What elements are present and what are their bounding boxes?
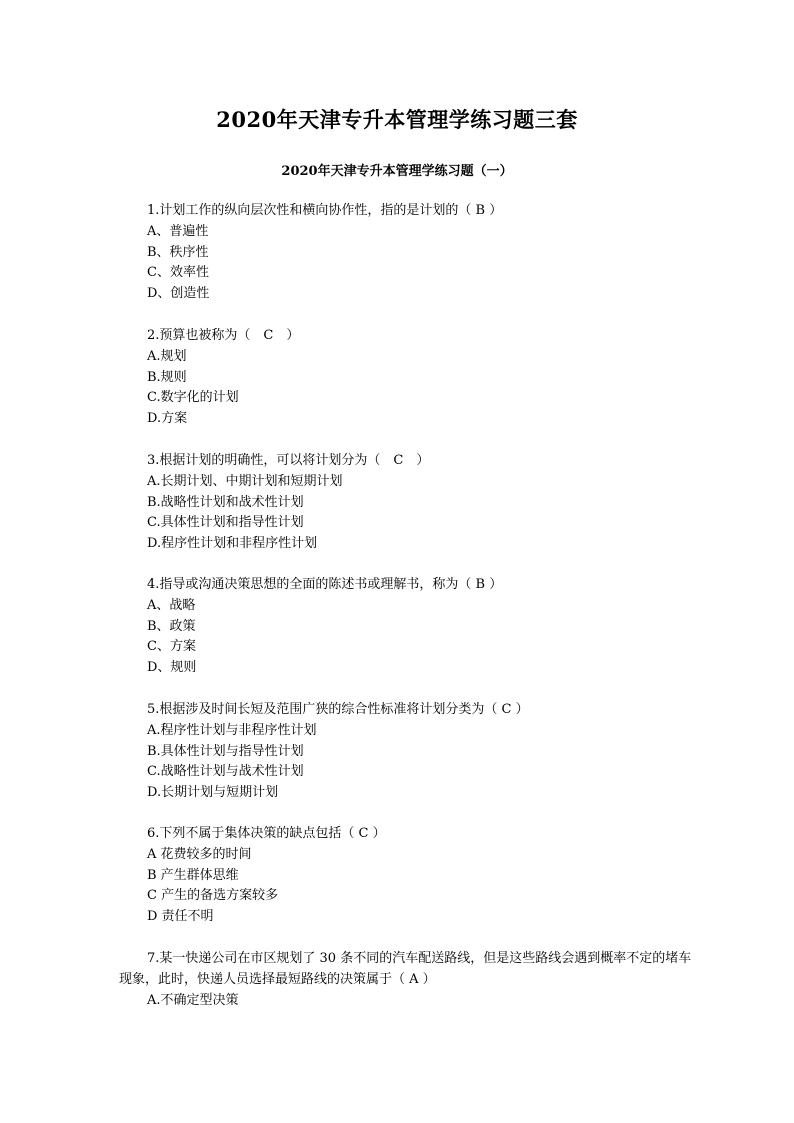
question-4 bbox=[147, 575, 707, 679]
question-1 bbox=[147, 201, 707, 305]
option-d: D.程序性计划和非程序性计划 bbox=[147, 536, 318, 552]
option-b: B.规则 bbox=[147, 369, 187, 385]
option-a: A.规划 bbox=[147, 348, 187, 364]
question-text: 5.根据涉及时间长短及范围广狭的综合性标准将计划分类为（ C ） bbox=[147, 702, 529, 717]
option-a: A 花费较多的时间 bbox=[147, 846, 252, 862]
option-c: C、方案 bbox=[147, 639, 196, 655]
option-a: A、普遍性 bbox=[147, 223, 209, 239]
question-6 bbox=[147, 824, 707, 928]
option-d: D 责任不明 bbox=[147, 909, 214, 925]
option-c: C 产生的备选方案较多 bbox=[147, 888, 279, 904]
question-text: 6.下列不属于集体决策的缺点包括（ C ） bbox=[147, 826, 386, 841]
option-b: B、政策 bbox=[147, 618, 196, 634]
option-a: A.不确定型决策 bbox=[147, 992, 239, 1008]
question-text: 1.计划工作的纵向层次性和横向协作性，指的是计划的（ B ） bbox=[147, 203, 503, 218]
option-a: A、战略 bbox=[147, 597, 196, 613]
option-d: D.长期计划与短期计划 bbox=[147, 785, 279, 801]
question-7 bbox=[119, 949, 699, 1011]
option-b: B.具体性计划与指导性计划 bbox=[147, 743, 304, 759]
option-a: A.长期计划、中期计划和短期计划 bbox=[147, 473, 343, 489]
question-5 bbox=[147, 700, 707, 804]
option-a: A.程序性计划与非程序性计划 bbox=[147, 722, 317, 738]
option-b: B.战略性计划和战术性计划 bbox=[147, 494, 304, 510]
question-2 bbox=[147, 326, 707, 430]
option-d: D、规则 bbox=[147, 660, 197, 676]
question-text: 7.某一快递公司在市区规划了 30 条不同的汽车配送路线，但是这些路线会遇到概率不定的堵车现象，此时，快递人员选择最短路线的决策属于（ A ） bbox=[119, 951, 692, 987]
option-c: C.具体性计划和指导性计划 bbox=[147, 515, 304, 531]
document-subtitle: 2020年天津专升本管理学练习题（一） bbox=[281, 164, 513, 179]
option-b: B、秩序性 bbox=[147, 244, 209, 260]
option-d: D.方案 bbox=[147, 411, 188, 427]
document-title: 2020年天津专升本管理学练习题三套 bbox=[216, 107, 578, 132]
option-c: C、效率性 bbox=[147, 265, 209, 281]
question-text: 3.根据计划的明确性，可以将计划分为（ C ） bbox=[147, 453, 430, 468]
option-d: D、创造性 bbox=[147, 286, 210, 302]
option-b: B 产生群体思维 bbox=[147, 867, 239, 883]
option-c: C.数字化的计划 bbox=[147, 390, 239, 406]
question-text: 2.预算也被称为（ C ） bbox=[147, 328, 300, 343]
option-c: C.战略性计划与战术性计划 bbox=[147, 764, 304, 780]
question-text: 4.指导或沟通决策思想的全面的陈述书或理解书，称为（ B ） bbox=[147, 577, 503, 592]
question-3 bbox=[147, 451, 707, 555]
